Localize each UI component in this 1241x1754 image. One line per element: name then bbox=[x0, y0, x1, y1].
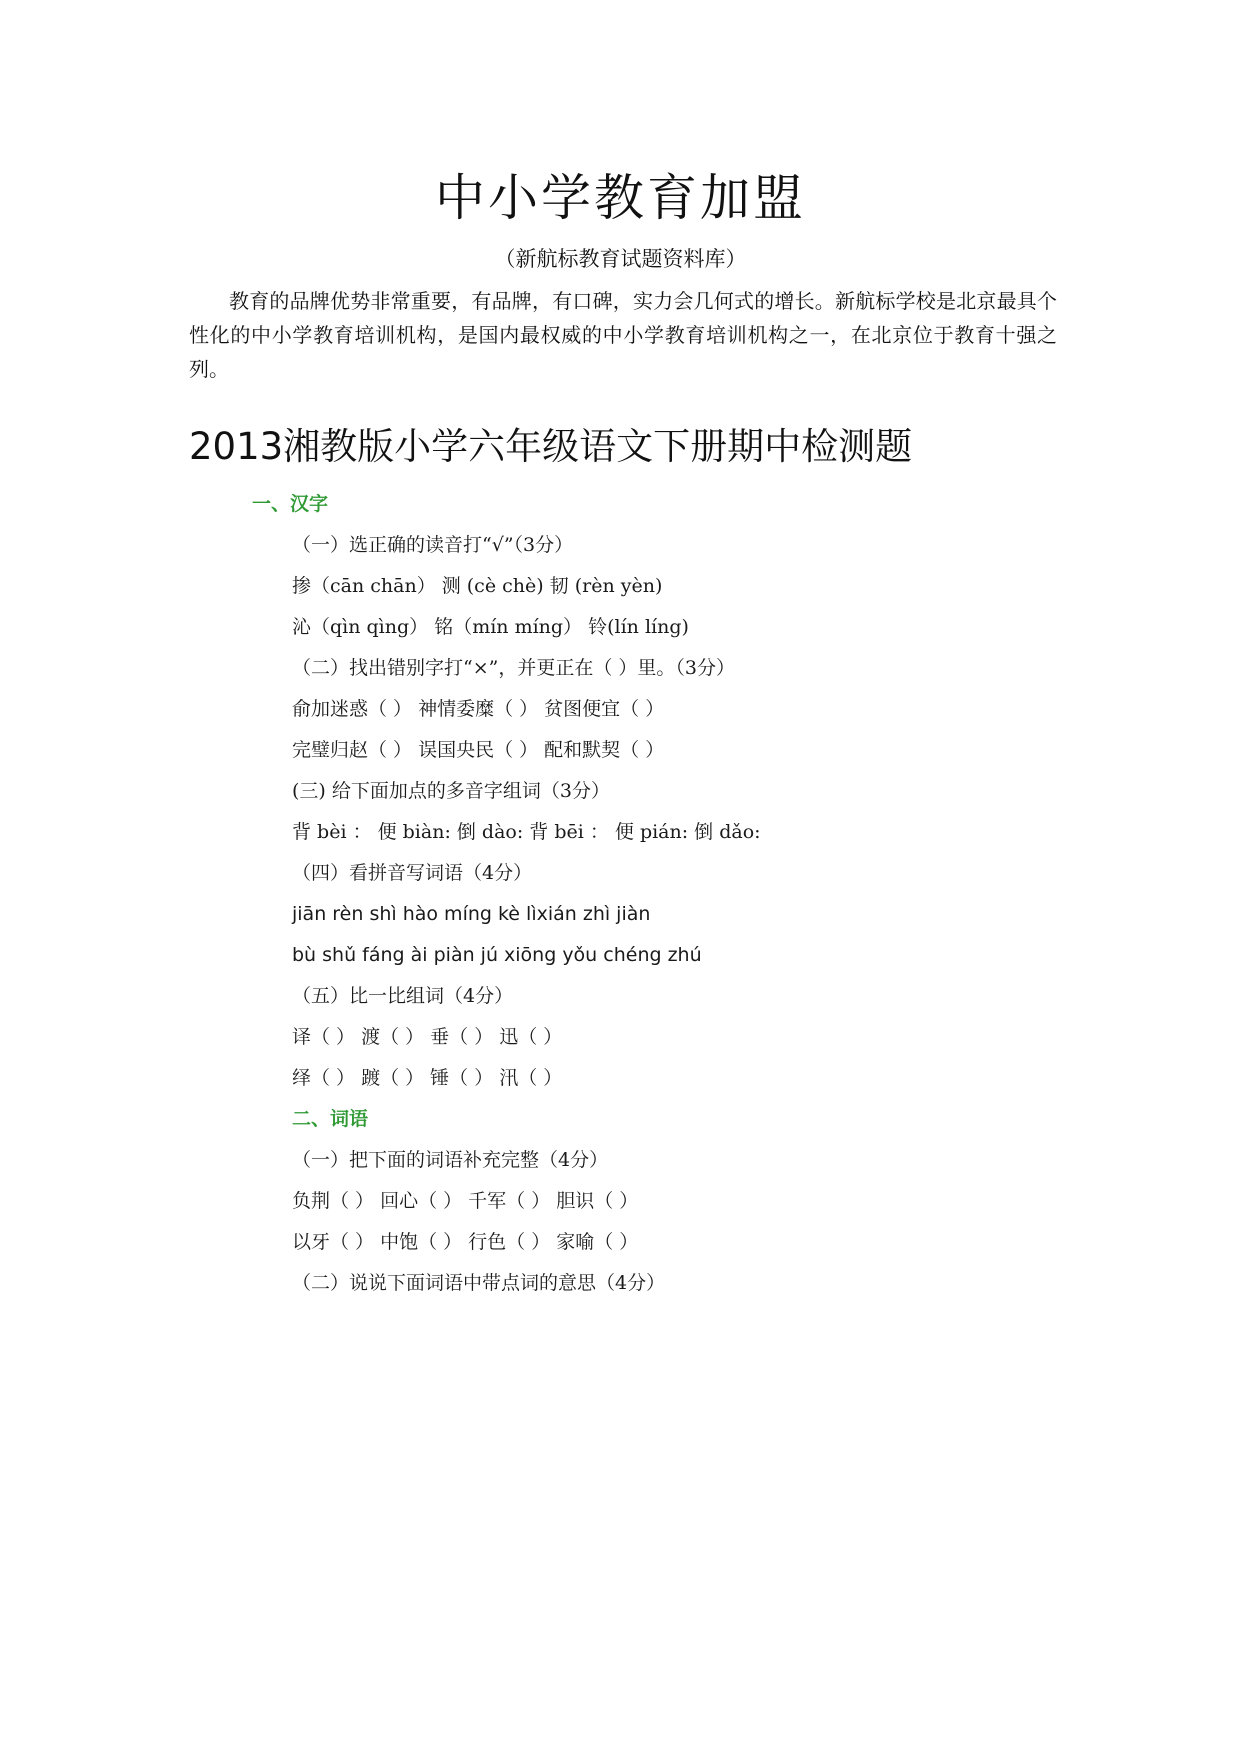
intro-paragraph: 教育的品牌优势非常重要，有品牌，有口碑，实力会几何式的增长。新航标学校是北京最具个性化的中小学教育培训机构，是国内最权威的中小学教育培训机构之一，在北京位于教育十强之列。 bbox=[189, 289, 1057, 381]
question-line: 绎（ ） 踱（ ） 锤（ ） 汛（ ） bbox=[292, 1067, 563, 1089]
question-line: 背 bèi ： 便 biàn: 倒 dào: 背 bēi ： 便 pián: 倒 dǎo: bbox=[292, 821, 761, 843]
question-line: 掺（cān chān） 测 (cè chè) 韧 (rèn yèn) bbox=[292, 575, 663, 597]
page-title: 中小学教育加盟 bbox=[435, 169, 806, 227]
section-heading-characters: 一、汉字 bbox=[252, 493, 329, 515]
exam-title: 2013湘教版小学六年级语文下册期中检测题 bbox=[189, 425, 913, 468]
question-line: 沁（qìn qìng） 铭（mín míng） 铃(lín líng) bbox=[292, 616, 689, 638]
pinyin-line: bù shǔ fáng ài piàn jú xiōng yǒu chéng zhú bbox=[292, 944, 702, 966]
question-line: 负荆（ ） 回心（ ） 千军（ ） 胆识（ ） bbox=[292, 1190, 639, 1212]
question-line: 译（ ） 渡（ ） 垂（ ） 迅（ ） bbox=[292, 1026, 563, 1048]
question-line: （二）找出错别字打“×”，并更正在（ ）里。（3分） bbox=[292, 657, 735, 679]
question-line: (三) 给下面加点的多音字组词（3分） bbox=[292, 780, 610, 802]
question-line: 俞加迷惑（ ） 神情委糜（ ） 贫图便宜（ ） bbox=[292, 698, 665, 720]
pinyin-line: jiān rèn shì hào míng kè lìxián zhì jiàn bbox=[292, 903, 651, 925]
question-line: （五）比一比组词（4分） bbox=[292, 985, 514, 1007]
question-line: 完璧归赵（ ） 误国央民（ ） 配和默契（ ） bbox=[292, 739, 665, 761]
page-subtitle: （新航标教育试题资料库） bbox=[494, 247, 747, 271]
question-line: （二）说说下面词语中带点词的意思（4分） bbox=[292, 1272, 666, 1294]
question-line: （一）把下面的词语补充完整（4分） bbox=[292, 1149, 609, 1171]
question-line: （四）看拼音写词语（4分） bbox=[292, 862, 533, 884]
question-line: （一）选正确的读音打“√”（3分） bbox=[292, 534, 574, 556]
question-line: 以牙（ ） 中饱（ ） 行色（ ） 家喻（ ） bbox=[292, 1231, 639, 1253]
section-heading-words: 二、词语 bbox=[292, 1108, 369, 1130]
